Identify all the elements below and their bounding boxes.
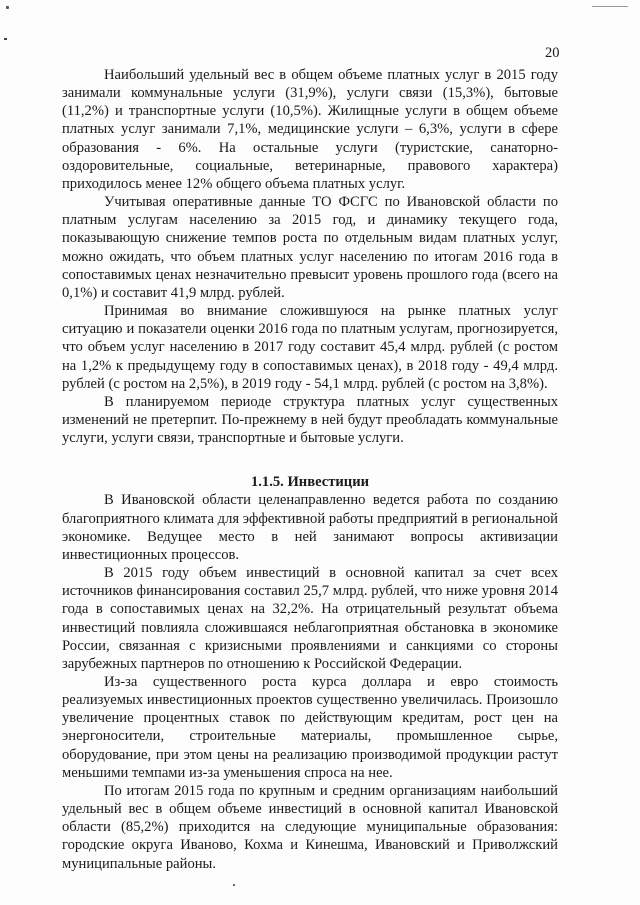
paragraph-services-2016-estimate: Учитывая оперативные данные ТО ФСГС по Ивановской области по платным услугам населению за 2015 год, и динамику текущего года, показывающую снижение темпов роста по отдельным видам платных услуг, можно ожидать, что объем платных услуг населению по итогам 2016 года в сопоставимых ценах незначительно превысит уровень прошлого года (всего на 0,1%) и составит 41,9 млрд. рублей. bbox=[62, 194, 558, 301]
paragraph-services-structure-outlook: В планируемом периоде структура платных услуг существенных изменений не претерпит. По-прежнему в ней будут преобладать коммунальные услуги, услуги связи, транспортные и бытовые услуги. bbox=[62, 393, 558, 447]
scan-artifact-dot-bottom bbox=[233, 884, 235, 886]
scan-artifact-dot bbox=[4, 38, 7, 40]
paragraph-investment-climate: В Ивановской области целенаправленно ведется работа по созданию благоприятного климата для эффективной работы предприятий в региональной экономике. Ведущее место в ней занимают вопросы активизации инвестиционных процессов. bbox=[62, 492, 558, 563]
paragraph-services-forecast: Принимая во внимание сложившуюся на рынке платных услуг ситуацию и показатели оценки 2016 года по платным услугам, прогнозируется, что объем услуг населению в 2017 году составит 45,4 млрд. рублей (с ростом на 1,2% к предыдущему году в сопоставимых ценах), в 2018 году - 49,4 млрд. рублей (с ростом на 2,5%), в 2019 году - 54,1 млрд. рублей (с ростом на 3,8%). bbox=[62, 303, 558, 392]
paragraph-investment-municipal-share: По итогам 2015 года по крупным и средним организациям наибольший удельный вес в общем объеме инвестиций в основной капитал Ивановской области (85,2%) приходится на следующие муниципальные образования: городские округа Иваново, Кохма и Кинешма, Ивановский и Приволжский муниципальные районы. bbox=[62, 782, 558, 872]
scan-artifact-line bbox=[592, 6, 628, 7]
paragraph-investment-cost-growth: Из-за существенного роста курса доллара и евро стоимость реализуемых инвестиционных проектов существенно увеличилась. Произошло увеличение процентных ставок по действующим кредитам, рост цен на энергоносители, строительные материалы, промышленное сырье, оборудование, при этом цены на реализацию производимой продукции растут меньшими темпами из-за уменьшения спроса на нее. bbox=[62, 674, 558, 781]
section-heading-investments: 1.1.5. Инвестиции bbox=[250, 474, 370, 491]
scan-artifact-mark bbox=[6, 6, 9, 9]
section-spacer bbox=[62, 447, 558, 463]
document-body bbox=[62, 66, 558, 873]
page-number: 20 bbox=[545, 45, 560, 61]
paragraph-investment-2015-volume: В 2015 году объем инвестиций в основной капитал за счет всех источников финансирования составил 25,7 млрд. рублей, что ниже уровня 2014 года в сопоставимых ценах на 32,2%. На отрицательный результат объема инвестиций повлияла сложившаяся неблагоприятная обстановка в экономике России, связанная с кризисными проявлениями и санкциями со стороны зарубежных партнеров по отношению к Российской Федерации. bbox=[62, 565, 558, 672]
paragraph-services-structure: Наибольший удельный вес в общем объеме платных услуг в 2015 году занимали коммунальные услуги (31,9%), услуги связи (15,3%), бытовые (11,2%) и транспортные услуги (10,5%). Жилищные услуги в общем объеме платных услуг занимали 7,1%, медицинские услуги – 6,3%, услуги в сфере образования - 6%. На остальные услуги (туристские, санаторно-оздоровительные, социальные, ветеринарные, правового характера) приходилось менее 12% общего объема платных услуг. bbox=[62, 67, 558, 192]
